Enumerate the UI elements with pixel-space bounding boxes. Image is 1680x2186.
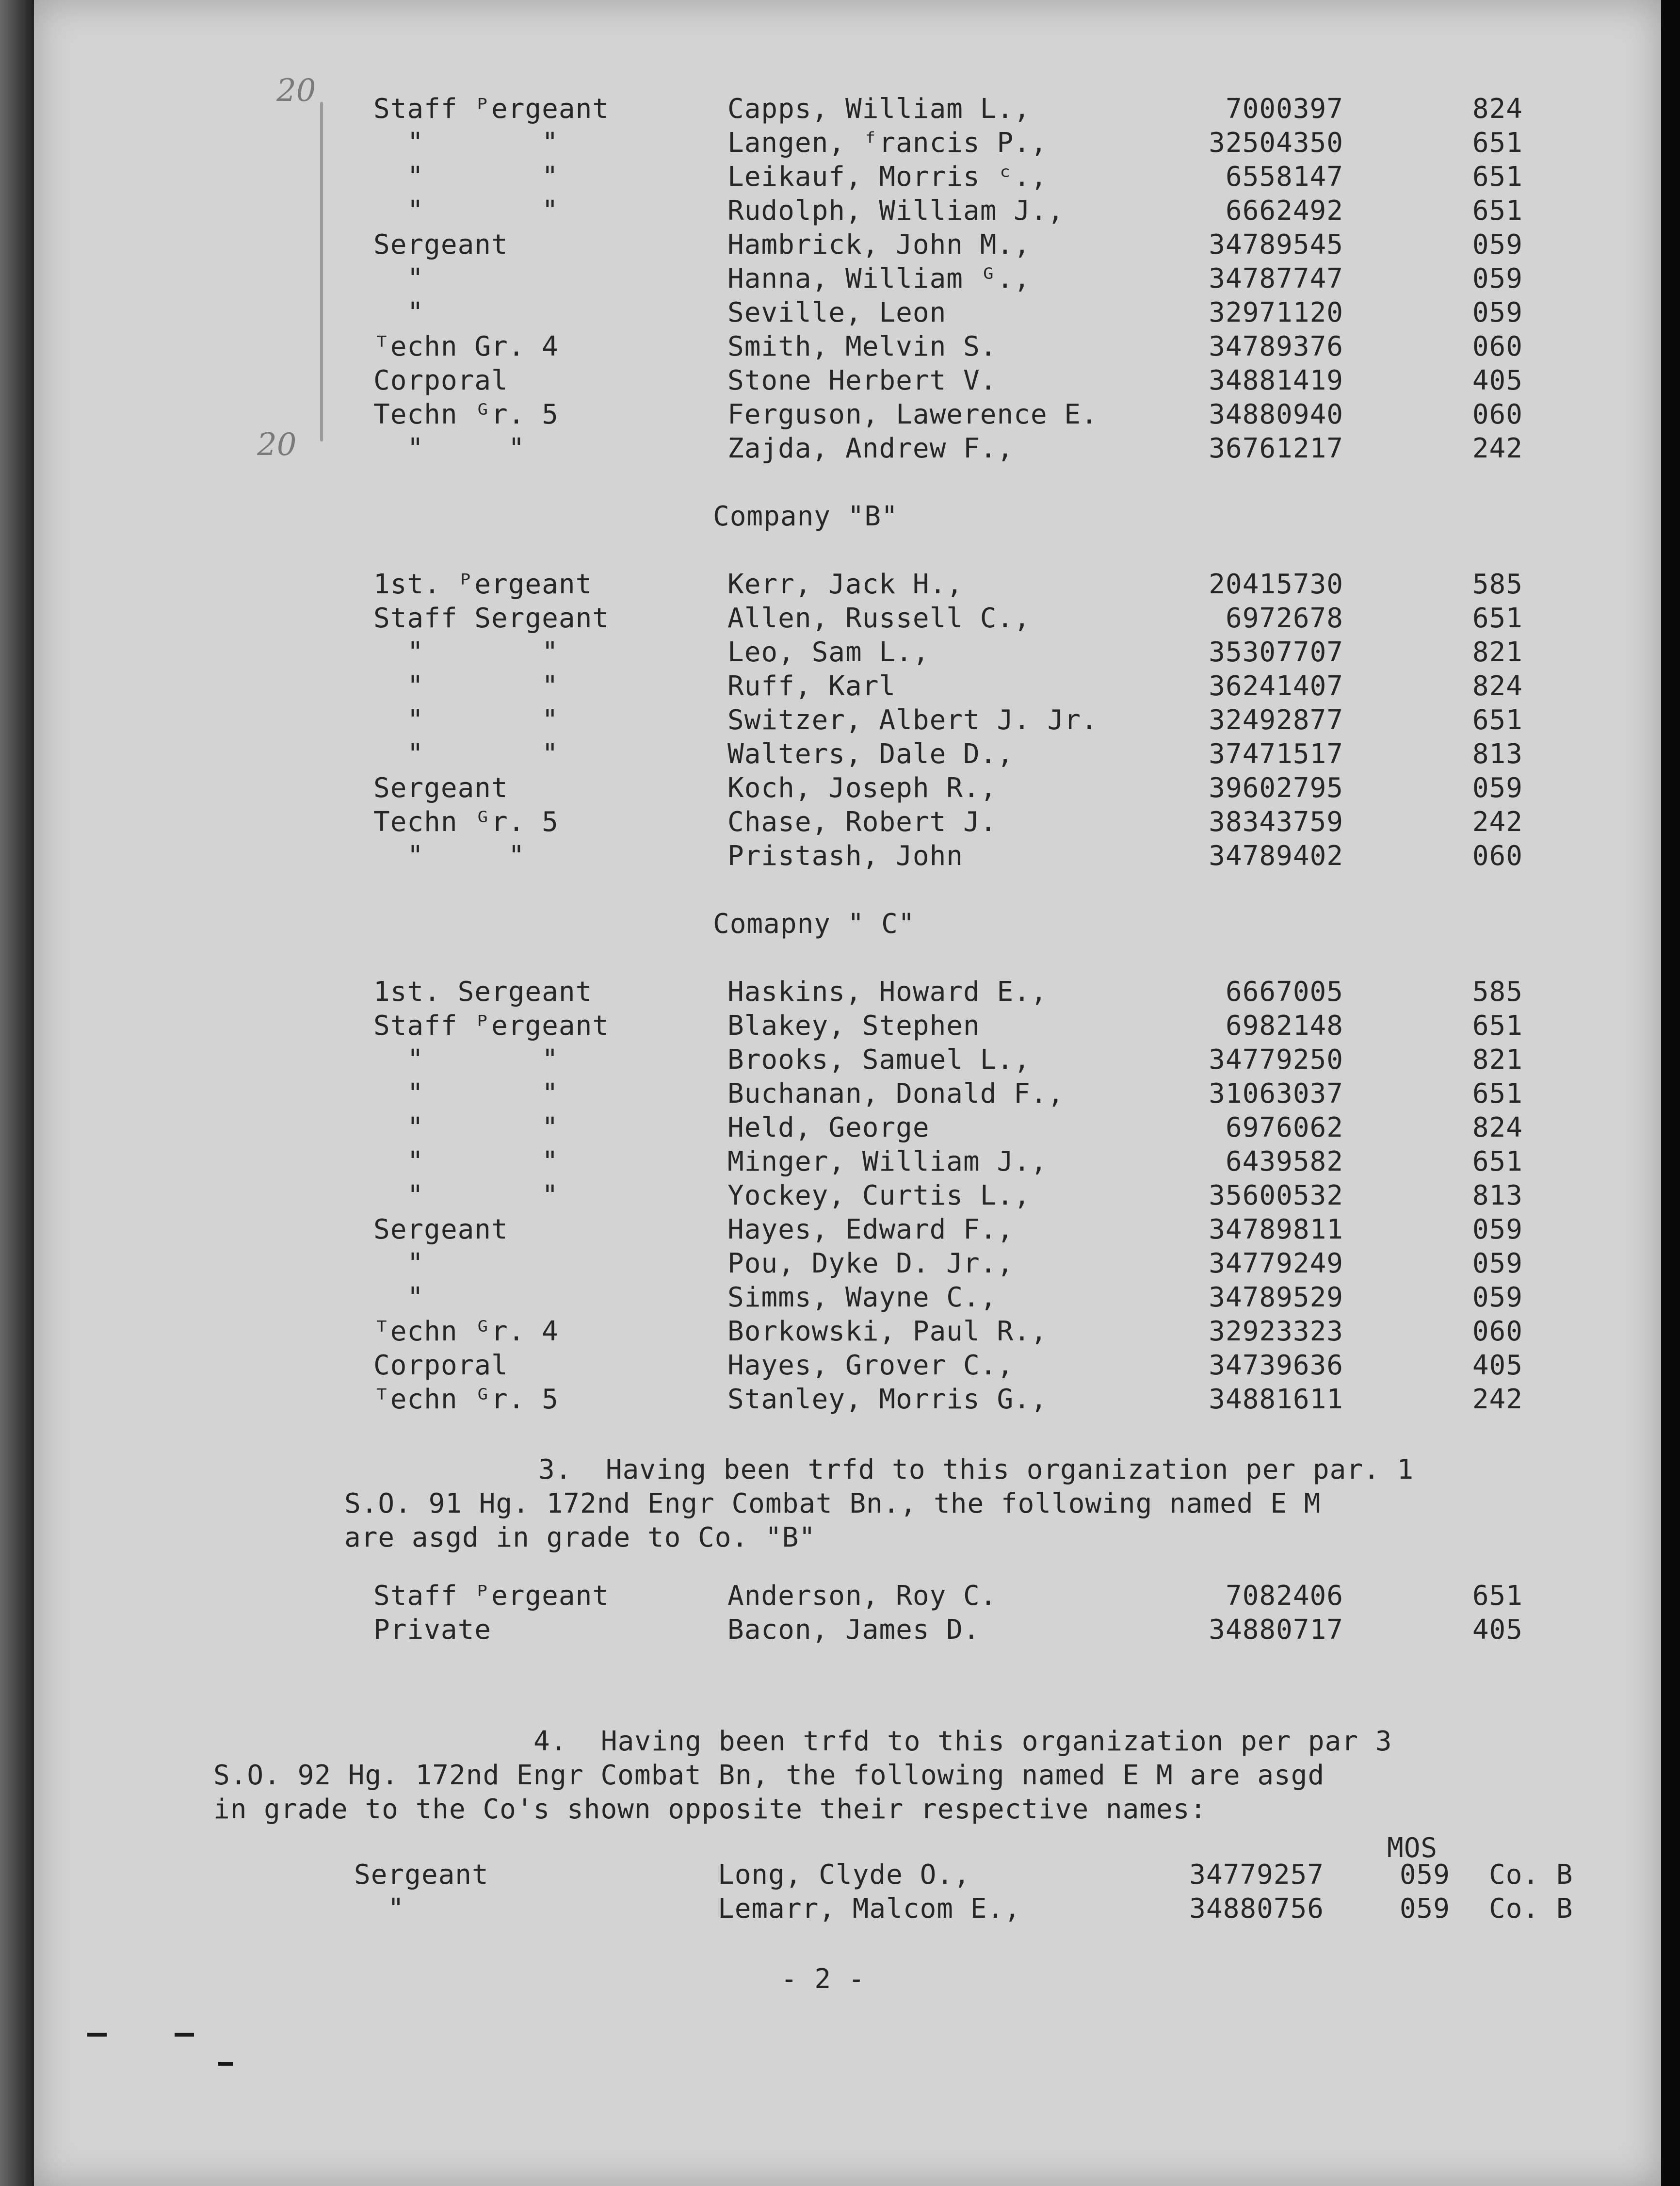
roster-serial-cell: 7082406: [1225, 1580, 1343, 1612]
para4-line-1: 4. Having been trfd to this organization per par 3: [533, 1726, 1392, 1757]
roster-mos-cell: 059: [1472, 229, 1523, 261]
scan-dash-mark: [175, 2033, 194, 2037]
margin-handwriting-top: 20: [276, 73, 316, 109]
roster-serial-cell: 6439582: [1225, 1146, 1343, 1177]
roster-rank-cell: " ": [373, 127, 559, 159]
roster-serial-cell: 34789376: [1209, 331, 1343, 362]
roster-name-cell: Walters, Dale D.,: [727, 738, 1014, 770]
roster-serial-cell: 37471517: [1209, 738, 1343, 770]
roster-serial-cell: 34739636: [1209, 1350, 1343, 1381]
roster-mos-cell: 824: [1472, 1112, 1523, 1143]
company-c-heading: Comapny " C": [713, 908, 915, 940]
roster-name-cell: Pou, Dyke D. Jr.,: [727, 1248, 1014, 1279]
roster-mos-cell: 242: [1472, 806, 1523, 838]
para4-line-3: in grade to the Co's shown opposite their respective names:: [213, 1794, 1207, 1825]
roster-rank-cell: ": [354, 1893, 405, 1925]
roster-serial-cell: 6667005: [1225, 976, 1343, 1008]
roster-rank-cell: ": [373, 263, 424, 294]
roster-mos-cell: 060: [1472, 399, 1523, 430]
roster-serial-cell: 32492877: [1209, 704, 1343, 736]
roster-rank-cell: Private: [373, 1614, 492, 1646]
roster-serial-cell: 6972678: [1225, 603, 1343, 634]
roster-name-cell: Minger, William J.,: [727, 1146, 1048, 1177]
roster-name-cell: Smith, Melvin S.: [727, 331, 997, 362]
roster-name-cell: Leikauf, Morris ᶜ.,: [727, 161, 1048, 193]
roster-name-cell: Stone Herbert V.: [727, 365, 997, 396]
roster-name-cell: Bacon, James D.: [727, 1614, 980, 1646]
document-page: [34, 0, 1661, 2186]
roster-mos-cell: 405: [1472, 1614, 1523, 1646]
roster-serial-cell: 34789811: [1209, 1214, 1343, 1245]
roster-rank-cell: Staff ᴾergeant: [373, 1580, 610, 1612]
roster-serial-cell: 31063037: [1209, 1078, 1343, 1109]
roster-rank-cell: Sergeant: [373, 1214, 508, 1245]
roster-name-cell: Hayes, Grover C.,: [727, 1350, 1014, 1381]
roster-serial-cell: 6976062: [1225, 1112, 1343, 1143]
roster-serial-cell: 35307707: [1209, 636, 1343, 668]
roster-name-cell: Long, Clyde O.,: [718, 1859, 970, 1891]
roster-rank-cell: Corporal: [373, 1350, 508, 1381]
roster-rank-cell: ᵀechn ᴳr. 5: [373, 1384, 559, 1415]
roster-rank-cell: 1st. ᴾergeant: [373, 569, 593, 600]
roster-mos-cell: 405: [1472, 1350, 1523, 1381]
roster-name-cell: Yockey, Curtis L.,: [727, 1180, 1031, 1211]
roster-mos-cell: 651: [1472, 1010, 1523, 1042]
roster-rank-cell: " ": [373, 840, 525, 872]
roster-name-cell: Simms, Wayne C.,: [727, 1282, 997, 1313]
roster-rank-cell: " ": [373, 433, 525, 464]
roster-rank-cell: " ": [373, 1180, 559, 1211]
roster-rank-cell: ᵀechn Gr. 4: [373, 331, 559, 362]
roster-mos-cell: 813: [1472, 738, 1523, 770]
roster-mos-cell: 060: [1472, 840, 1523, 872]
roster-name-cell: Held, George: [727, 1112, 930, 1143]
roster-mos-cell: 059: [1472, 1248, 1523, 1279]
roster-serial-cell: 6558147: [1225, 161, 1343, 193]
roster-rank-cell: " ": [373, 738, 559, 770]
roster-serial-cell: 36761217: [1209, 433, 1343, 464]
roster-rank-cell: " ": [373, 1044, 559, 1076]
margin-handwriting-bottom: 20: [257, 427, 297, 463]
roster-serial-cell: 32504350: [1209, 127, 1343, 159]
roster-rank-cell: Sergeant: [373, 772, 508, 804]
margin-bracket-mark: [320, 102, 323, 441]
roster-mos-cell: 821: [1472, 636, 1523, 668]
roster-mos-cell: 059: [1472, 1282, 1523, 1313]
roster-mos-cell: 242: [1472, 1384, 1523, 1415]
roster-serial-cell: 34789402: [1209, 840, 1343, 872]
roster-name-cell: Capps, William L.,: [727, 93, 1031, 125]
roster-name-cell: Switzer, Albert J. Jr.: [727, 704, 1098, 736]
roster-serial-cell: 39602795: [1209, 772, 1343, 804]
roster-mos-cell: 059: [1472, 297, 1523, 328]
roster-rank-cell: Sergeant: [373, 229, 508, 261]
roster-name-cell: Langen, ᶠrancis P.,: [727, 127, 1048, 159]
roster-rank-cell: " ": [373, 1078, 559, 1109]
para4-line-2: S.O. 92 Hg. 172nd Engr Combat Bn, the following named E M are asgd: [213, 1760, 1325, 1791]
roster-mos-cell: 651: [1472, 1078, 1523, 1109]
roster-name-cell: Rudolph, William J.,: [727, 195, 1065, 227]
roster-name-cell: Stanley, Morris G.,: [727, 1384, 1048, 1415]
company-b-heading: Company "B": [713, 501, 898, 532]
roster-mos-cell: 651: [1472, 1580, 1523, 1612]
roster-mos-cell: 651: [1472, 195, 1523, 227]
roster-mos-cell: 813: [1472, 1180, 1523, 1211]
roster-mos-cell: 651: [1472, 127, 1523, 159]
roster-rank-cell: Staff Sergeant: [373, 603, 610, 634]
roster-rank-cell: " ": [373, 704, 559, 736]
roster-mos-cell: 060: [1472, 1316, 1523, 1347]
roster-name-cell: Haskins, Howard E.,: [727, 976, 1048, 1008]
roster-mos-cell: 059: [1472, 263, 1523, 294]
roster-mos-cell: 059: [1472, 772, 1523, 804]
roster-mos-cell: 824: [1472, 670, 1523, 702]
roster-name-cell: Koch, Joseph R.,: [727, 772, 997, 804]
page-number: - 2 -: [781, 1963, 865, 1995]
roster-serial-cell: 7000397: [1225, 93, 1343, 125]
roster-rank-cell: " ": [373, 1112, 559, 1143]
roster-rank-cell: " ": [373, 195, 559, 227]
scan-dash-mark: [87, 2033, 107, 2037]
roster-name-cell: Leo, Sam L.,: [727, 636, 930, 668]
para3-line-1: 3. Having been trfd to this organization per par. 1: [538, 1454, 1414, 1485]
roster-mos-cell: 651: [1472, 161, 1523, 193]
roster-rank-cell: ᵀechn ᴳr. 4: [373, 1316, 559, 1347]
roster-rank-cell: " ": [373, 161, 559, 193]
roster-name-cell: Allen, Russell C.,: [727, 603, 1031, 634]
roster-mos-cell: 821: [1472, 1044, 1523, 1076]
roster-serial-cell: 34789529: [1209, 1282, 1343, 1313]
roster-name-cell: Hambrick, John M.,: [727, 229, 1031, 261]
roster-mos-cell: 651: [1472, 1146, 1523, 1177]
roster-mos-cell: 060: [1472, 331, 1523, 362]
roster-serial-cell: 6982148: [1225, 1010, 1343, 1042]
roster-rank-cell: " ": [373, 636, 559, 668]
roster-rank-cell: Staff ᴾergeant: [373, 1010, 610, 1042]
roster-name-cell: Buchanan, Donald F.,: [727, 1078, 1065, 1109]
roster-serial-cell: 32971120: [1209, 297, 1343, 328]
roster-rank-cell: Techn ᴳr. 5: [373, 806, 559, 838]
roster-mos-cell: 405: [1472, 365, 1523, 396]
roster-name-cell: Ruff, Karl: [727, 670, 896, 702]
roster-rank-cell: " ": [373, 1146, 559, 1177]
roster-name-cell: Zajda, Andrew F.,: [727, 433, 1014, 464]
roster-rank-cell: ": [373, 1282, 424, 1313]
roster-rank-cell: Sergeant: [354, 1859, 489, 1891]
roster-mos-cell: 242: [1472, 433, 1523, 464]
roster-rank-cell: ": [373, 1248, 424, 1279]
roster-serial-cell: 34779257: [1189, 1859, 1324, 1891]
roster-serial-cell: 20415730: [1209, 569, 1343, 600]
roster-serial-cell: 34789545: [1209, 229, 1343, 261]
roster-mos-cell: 059: [1399, 1859, 1450, 1891]
roster-serial-cell: 34779250: [1209, 1044, 1343, 1076]
roster-name-cell: Hanna, William ᴳ.,: [727, 263, 1031, 294]
mos-column-header: MOS: [1387, 1832, 1438, 1864]
roster-serial-cell: 34880940: [1209, 399, 1343, 430]
roster-name-cell: Brooks, Samuel L.,: [727, 1044, 1031, 1076]
roster-mos-cell: 651: [1472, 603, 1523, 634]
roster-serial-cell: 35600532: [1209, 1180, 1343, 1211]
roster-rank-cell: " ": [373, 670, 559, 702]
roster-mos-cell: 585: [1472, 569, 1523, 600]
roster-name-cell: Lemarr, Malcom E.,: [718, 1893, 1021, 1925]
roster-name-cell: Seville, Leon: [727, 297, 947, 328]
roster-co-cell: Co. B: [1489, 1893, 1573, 1925]
roster-serial-cell: 34880717: [1209, 1614, 1343, 1646]
scan-dash-mark: [218, 2062, 233, 2066]
roster-serial-cell: 38343759: [1209, 806, 1343, 838]
roster-mos-cell: 824: [1472, 93, 1523, 125]
roster-name-cell: Blakey, Stephen: [727, 1010, 980, 1042]
roster-serial-cell: 34787747: [1209, 263, 1343, 294]
roster-name-cell: Anderson, Roy C.: [727, 1580, 997, 1612]
roster-rank-cell: Corporal: [373, 365, 508, 396]
roster-co-cell: Co. B: [1489, 1859, 1573, 1891]
roster-serial-cell: 36241407: [1209, 670, 1343, 702]
roster-name-cell: Ferguson, Lawerence E.: [727, 399, 1098, 430]
para3-line-2: S.O. 91 Hg. 172nd Engr Combat Bn., the following named E M: [344, 1488, 1321, 1519]
roster-serial-cell: 34880756: [1189, 1893, 1324, 1925]
roster-serial-cell: 34779249: [1209, 1248, 1343, 1279]
roster-name-cell: Pristash, John: [727, 840, 964, 872]
roster-mos-cell: 059: [1399, 1893, 1450, 1925]
roster-rank-cell: Techn ᴳr. 5: [373, 399, 559, 430]
roster-rank-cell: Staff ᴾergeant: [373, 93, 610, 125]
roster-serial-cell: 32923323: [1209, 1316, 1343, 1347]
roster-name-cell: Kerr, Jack H.,: [727, 569, 964, 600]
roster-mos-cell: 585: [1472, 976, 1523, 1008]
roster-rank-cell: ": [373, 297, 424, 328]
roster-name-cell: Hayes, Edward F.,: [727, 1214, 1014, 1245]
roster-serial-cell: 34881419: [1209, 365, 1343, 396]
roster-rank-cell: 1st. Sergeant: [373, 976, 593, 1008]
roster-serial-cell: 6662492: [1225, 195, 1343, 227]
roster-name-cell: Borkowski, Paul R.,: [727, 1316, 1048, 1347]
roster-mos-cell: 651: [1472, 704, 1523, 736]
scan-edge-left: [0, 0, 34, 2186]
para3-line-3: are asgd in grade to Co. "B": [344, 1522, 816, 1553]
scan-edge-right: [1661, 0, 1680, 2186]
roster-name-cell: Chase, Robert J.: [727, 806, 997, 838]
roster-mos-cell: 059: [1472, 1214, 1523, 1245]
roster-serial-cell: 34881611: [1209, 1384, 1343, 1415]
